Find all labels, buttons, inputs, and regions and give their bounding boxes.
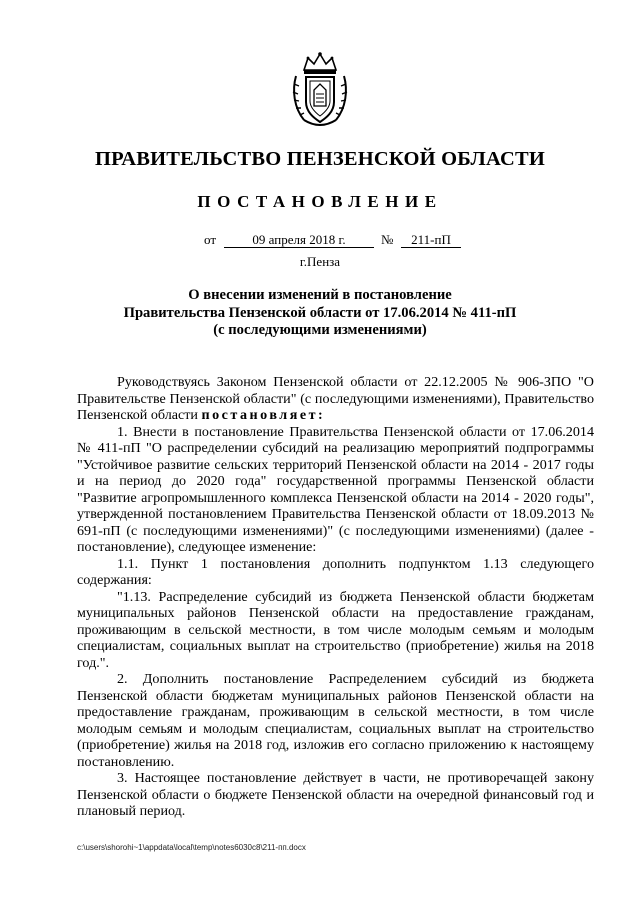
file-path-footer: c:\users\shorohi~1\appdata\local\temp\notes6030c8\211-пп.docx — [77, 843, 306, 852]
title-line: Правительства Пензенской области от 17.06.2014 № 411-пП — [123, 304, 517, 321]
city: г.Пенза — [299, 254, 341, 269]
coat-of-arms-emblem — [290, 50, 350, 130]
preamble-text: Руководствуясь Законом Пензенской области от 22.12.2005 № 906-ЗПО "О Правительстве Пензенской области" (с последующими изменениями), Правительство Пензенской области — [77, 374, 594, 423]
paragraph-1-1: 1.1. Пункт 1 постановления дополнить подпунктом 1.13 следующего содержания: — [77, 555, 594, 588]
title-line: (с последующими изменениями) — [213, 322, 427, 338]
document-number: 211-пП — [401, 232, 461, 248]
number-sign: № — [381, 232, 394, 247]
date-number-line — [0, 232, 640, 250]
document-body — [77, 374, 594, 820]
paragraph-1-13: "1.13. Распределение субсидий из бюджета Пензенской области бюджетам муниципальных районов Пензенской области на предоставление гражданам, проживающим в сельской местности, в том числе молодым семьям и молодым специалистам, социальных выплат на строительство (приобретение) жилья на 2018 год.". — [77, 588, 594, 671]
preamble-paragraph — [77, 374, 594, 424]
paragraph-3: 3. Настоящее постановление действует в части, не противоречащей закону Пензенской области о бюджете Пензенской области на очередной финансовый год и плановый период. — [77, 770, 594, 819]
date-prefix: от — [204, 232, 217, 247]
document-title — [60, 287, 580, 340]
document-date: 09 апреля 2018 г. — [224, 232, 374, 248]
paragraph-2: 2. Дополнить постановление Распределением субсидий из бюджета Пензенской области бюджетам муниципальных районов Пензенской области на предоставление гражданам, проживающим в сельской местности, в том числе молодым семьям и молодым специалистам, социальных выплат на строительство (приобретение) жилья на 2018 год, изложив его согласно приложению к настоящему постановлению. — [77, 671, 594, 770]
title-line: О внесении изменений в постановление — [188, 287, 452, 303]
resolves-word: постановляет: — [201, 407, 326, 423]
paragraph-1: 1. Внести в постановление Правительства Пензенской области от 17.06.2014 № 411-пП "О распределении субсидий на реализацию мероприятий подпрограммы "Устойчивое развитие сельских территорий Пензенской области на 2014 - 2017 годы и на период до 2020 года" государственной программы Пензенской области "Развитие агропромышленного комплекса Пензенской области на 2014 - 2020 годы", утвержденной постановлением Правительства Пензенской области от 18.09.2013 № 691-пП (с последующими изменениями)" (с последующими изменениями) (далее - постановление), следующее изменение: — [77, 423, 594, 555]
organization-name: ПРАВИТЕЛЬСТВО ПЕНЗЕНСКОЙ ОБЛАСТИ — [95, 148, 545, 170]
document-type: ПОСТАНОВЛЕНИЕ — [197, 192, 443, 211]
